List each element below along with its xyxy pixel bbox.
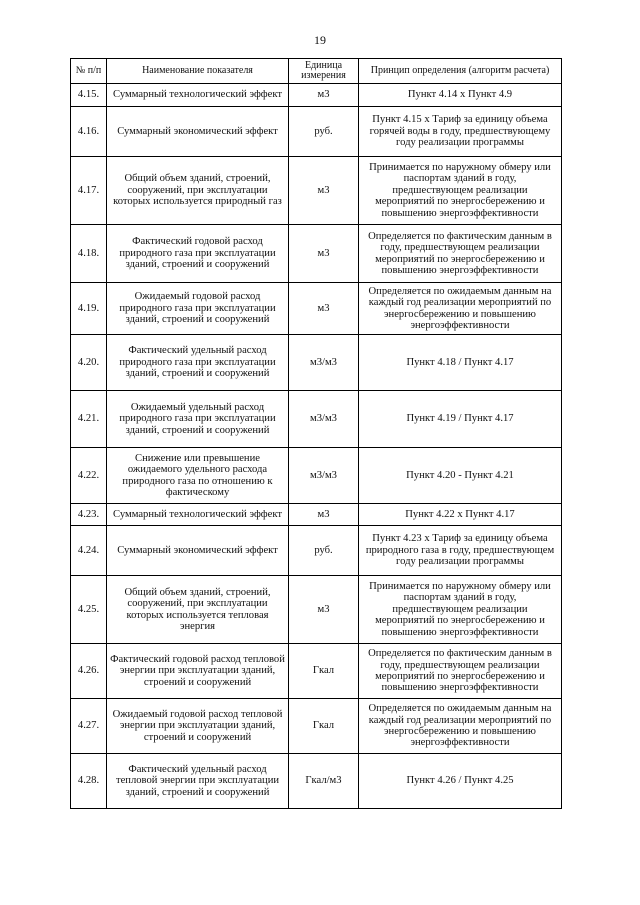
row-name: Ожидаемый годовой расход тепловой энергии при эксплуатации зданий, строений и сооружений [107,699,289,754]
header-name: Наименование показателя [107,59,289,84]
row-name: Суммарный технологический эффект [107,504,289,526]
row-principle: Принимается по наружному обмеру или паспортам зданий в году, предшествующем реализации мероприятий по энергосбережению и повышению энергоэффективности [359,157,562,225]
row-unit: Гкал [289,699,359,754]
row-name: Суммарный экономический эффект [107,107,289,157]
row-unit: м3 [289,157,359,225]
row-number: 4.20. [71,335,107,391]
row-principle: Пункт 4.14 х Пункт 4.9 [359,84,562,107]
row-name: Снижение или превышение ожидаемого удельного расхода природного газа по отношению к фактическому [107,448,289,504]
row-unit: м3 [289,283,359,335]
table-row [71,576,562,644]
row-principle: Принимается по наружному обмеру или паспортам зданий в году, предшествующем реализации мероприятий по энергосбережению и повышению энергоэффективности [359,576,562,644]
header-unit: Единица измерения [289,59,359,84]
row-principle: Пункт 4.19 / Пункт 4.17 [359,391,562,448]
row-unit: м3/м3 [289,448,359,504]
table-row [71,225,562,283]
table-row [71,699,562,754]
row-name: Фактический удельный расход тепловой энергии при эксплуатации зданий, строений и сооружений [107,754,289,809]
row-name: Общий объем зданий, строений, сооружений, при эксплуатации которых используется тепловая энергия [107,576,289,644]
row-unit: Гкал [289,644,359,699]
row-unit: м3/м3 [289,335,359,391]
row-number: 4.16. [71,107,107,157]
table-row [71,157,562,225]
row-principle: Определяется по ожидаемым данным на каждый год реализации мероприятий по энергосбережению и повышению энергоэффективности [359,283,562,335]
page-number: 19 [314,33,326,47]
table-row [71,391,562,448]
row-name: Общий объем зданий, строений, сооружений, при эксплуатации которых используется природный газ [107,157,289,225]
row-principle: Определяется по фактическим данным в году, предшествующем реализации мероприятий по энергосбережению и повышению энергоэффективности [359,644,562,699]
table-row [71,84,562,107]
row-number: 4.27. [71,699,107,754]
row-number: 4.23. [71,504,107,526]
row-number: 4.25. [71,576,107,644]
row-number: 4.26. [71,644,107,699]
row-unit: м3 [289,504,359,526]
row-name: Ожидаемый удельный расход природного газа при эксплуатации зданий, строений и сооружений [107,391,289,448]
row-number: 4.19. [71,283,107,335]
row-principle: Пункт 4.15 х Тариф за единицу объема горячей воды в году, предшествующему году реализации программы [359,107,562,157]
row-number: 4.15. [71,84,107,107]
row-principle: Пункт 4.26 / Пункт 4.25 [359,754,562,809]
table-row [71,526,562,576]
table-row [71,644,562,699]
row-name: Фактический годовой расход природного газа при эксплуатации зданий, строений и сооружений [107,225,289,283]
row-unit: м3 [289,84,359,107]
row-principle: Пункт 4.18 / Пункт 4.17 [359,335,562,391]
row-number: 4.24. [71,526,107,576]
row-principle: Определяется по ожидаемым данным на каждый год реализации мероприятий по энергосбережению и повышению энергоэффективности [359,699,562,754]
row-unit: руб. [289,107,359,157]
row-number: 4.22. [71,448,107,504]
row-unit: м3 [289,225,359,283]
row-principle: Пункт 4.23 х Тариф за единицу объема природного газа в году, предшествующем году реализации программы [359,526,562,576]
row-unit: м3/м3 [289,391,359,448]
row-name: Суммарный экономический эффект [107,526,289,576]
row-principle: Пункт 4.22 х Пункт 4.17 [359,504,562,526]
row-name: Суммарный технологический эффект [107,84,289,107]
row-unit: м3 [289,576,359,644]
header-num: № п/п [71,59,107,84]
row-principle: Пункт 4.20 - Пункт 4.21 [359,448,562,504]
table-row [71,107,562,157]
row-principle: Определяется по фактическим данным в году, предшествующем реализации мероприятий по энергосбережению и повышению энергоэффективности [359,225,562,283]
indicators-table [70,58,562,809]
table-row [71,335,562,391]
row-unit: Гкал/м3 [289,754,359,809]
table-row [71,283,562,335]
row-number: 4.18. [71,225,107,283]
table-row [71,504,562,526]
row-name: Фактический годовой расход тепловой энергии при эксплуатации зданий, строений и сооружений [107,644,289,699]
row-number: 4.17. [71,157,107,225]
table-row [71,754,562,809]
row-number: 4.28. [71,754,107,809]
table-header-row [71,59,562,84]
table-row [71,448,562,504]
row-name: Фактический удельный расход природного газа при эксплуатации зданий, строений и сооружений [107,335,289,391]
row-unit: руб. [289,526,359,576]
header-principle: Принцип определения (алгоритм расчета) [359,59,562,84]
row-number: 4.21. [71,391,107,448]
row-name: Ожидаемый годовой расход природного газа при эксплуатации зданий, строений и сооружений [107,283,289,335]
